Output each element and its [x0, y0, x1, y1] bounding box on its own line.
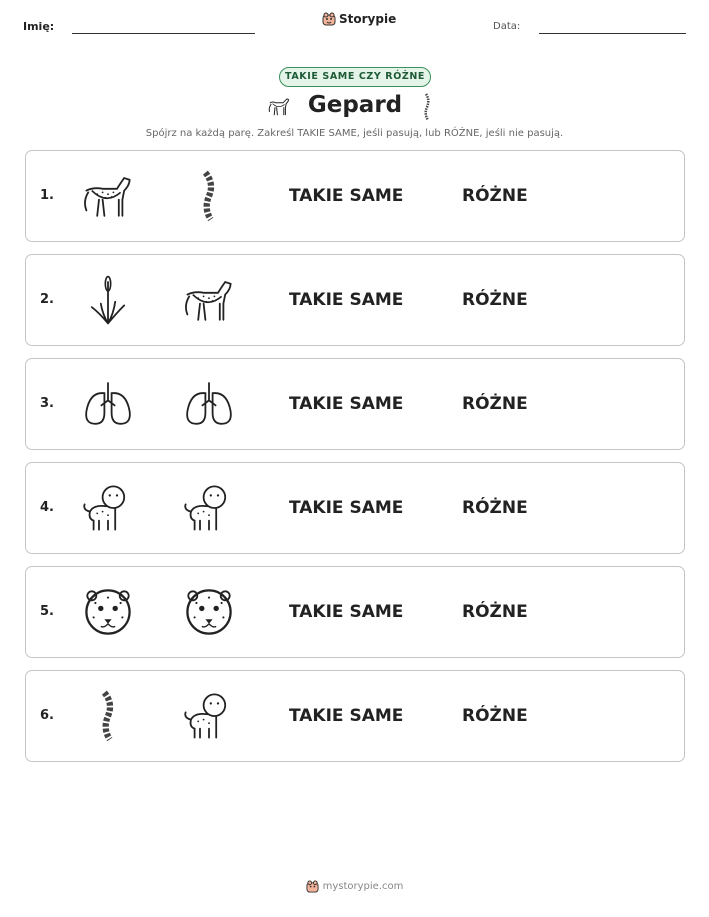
- spine-icon: [81, 689, 135, 743]
- footer-url[interactable]: mystorypie.com: [322, 881, 404, 892]
- lungs-icon: [81, 377, 135, 431]
- option-different[interactable]: RÓŻNE: [462, 498, 528, 518]
- cheetah-face-icon: [81, 585, 135, 639]
- cheetah-standing-icon: [81, 169, 135, 223]
- row-number: 6.: [40, 708, 54, 723]
- option-same[interactable]: TAKIE SAME: [289, 498, 404, 518]
- cheetah-face-icon: [182, 585, 236, 639]
- option-different[interactable]: RÓŻNE: [462, 394, 528, 414]
- option-different[interactable]: RÓŻNE: [462, 186, 528, 206]
- worksheet-type-badge: TAKIE SAME CZY RÓŻNE: [279, 67, 431, 87]
- exercise-row: [25, 358, 685, 450]
- row-number: 3.: [40, 396, 54, 411]
- row-number: 5.: [40, 604, 54, 619]
- spine-icon: [419, 92, 435, 122]
- date-label: Data:: [493, 21, 521, 32]
- date-input-line[interactable]: [539, 33, 686, 34]
- exercise-row: [25, 254, 685, 346]
- exercise-row: [25, 566, 685, 658]
- cheetah-cub-icon: [81, 481, 135, 535]
- cheetah-standing-icon: [264, 94, 294, 118]
- name-label: Imię:: [23, 20, 55, 33]
- brand-logo: [322, 12, 396, 26]
- option-same[interactable]: TAKIE SAME: [289, 394, 404, 414]
- exercise-list: [25, 150, 685, 774]
- option-same[interactable]: TAKIE SAME: [289, 706, 404, 726]
- storypie-mascot-icon: [322, 12, 336, 26]
- storypie-mascot-icon: [306, 880, 319, 893]
- option-different[interactable]: RÓŻNE: [462, 602, 528, 622]
- footer: [0, 880, 709, 893]
- option-same[interactable]: TAKIE SAME: [289, 186, 404, 206]
- exercise-row: [25, 462, 685, 554]
- instructions: Spójrz na każdą parę. Zakreśl TAKIE SAME, jeśli pasują, lub RÓŻNE, jeśli nie pasują.: [145, 128, 564, 139]
- exercise-row: [25, 670, 685, 762]
- lungs-icon: [182, 377, 236, 431]
- option-same[interactable]: TAKIE SAME: [289, 602, 404, 622]
- grass-icon: [81, 273, 135, 327]
- cheetah-cub-icon: [182, 481, 236, 535]
- option-different[interactable]: RÓŻNE: [462, 706, 528, 726]
- brand-name: Storypie: [339, 12, 397, 26]
- option-different[interactable]: RÓŻNE: [462, 290, 528, 310]
- row-number: 2.: [40, 292, 54, 307]
- option-same[interactable]: TAKIE SAME: [289, 290, 404, 310]
- worksheet-title: Gepard: [307, 92, 403, 118]
- name-input-line[interactable]: [72, 33, 255, 34]
- row-number: 1.: [40, 188, 54, 203]
- cheetah-cub-icon: [182, 689, 236, 743]
- spine-icon: [182, 169, 236, 223]
- cheetah-standing-icon: [182, 273, 236, 327]
- exercise-row: [25, 150, 685, 242]
- row-number: 4.: [40, 500, 54, 515]
